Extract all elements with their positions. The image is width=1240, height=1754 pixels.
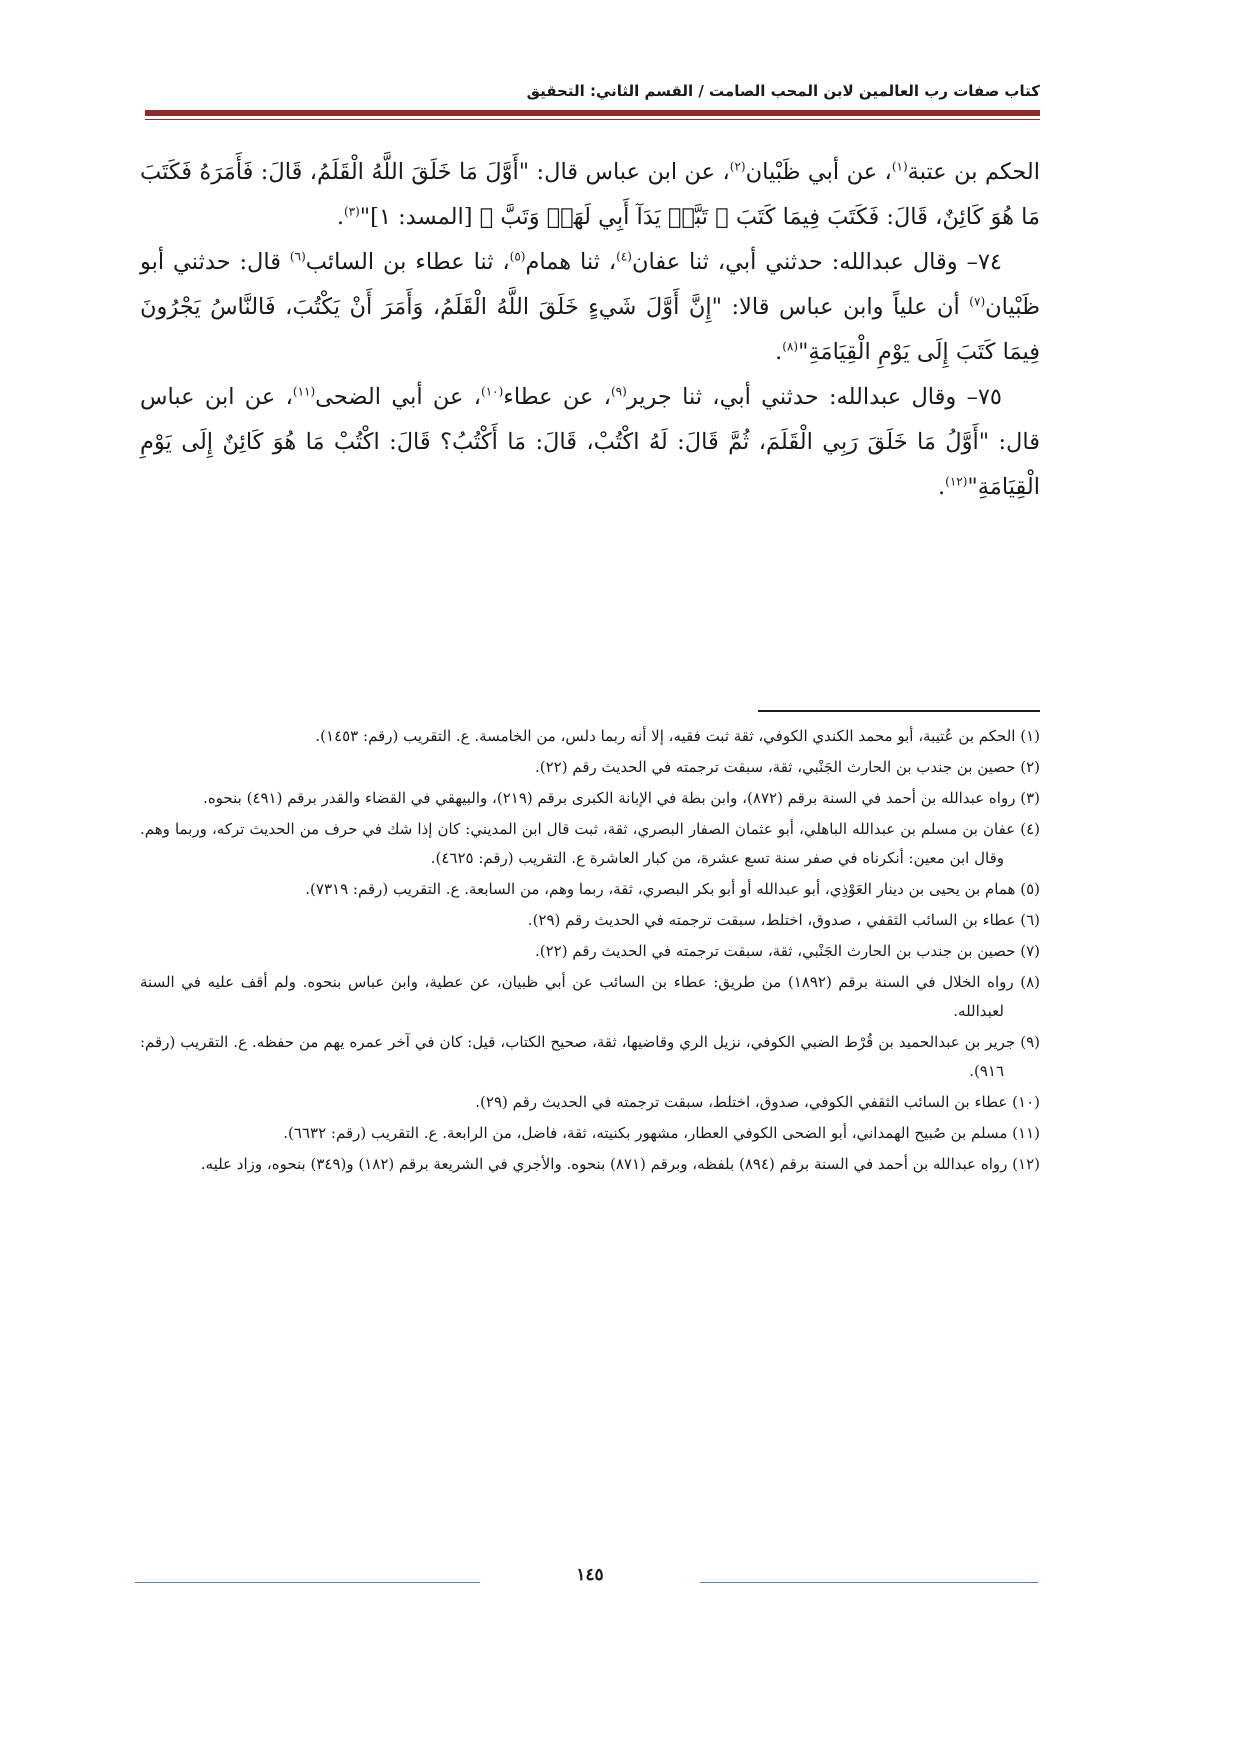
text-run: ، عن ابن عباس قال: "أَوَّلُ مَا خَلَقَ رَبِي الْقَلَمَ، ثُمَّ قَالَ: لَهُ اكْتُبْ، قَالَ: مَا أَكْتُبُ؟ قَالَ: اكْتُبْ مَا هُوَ كَائِنٌ إِلَى يَوْمِ الْقِيَامَةِ" [140, 384, 1040, 500]
footnotes [140, 722, 1040, 1181]
text-run: ، عن عطاء [503, 384, 611, 410]
footnote-9: (٩) جرير بن عبدالحميد بن قُرْط الضبي الكوفي، نزيل الري وقاضيها، ثقة، صحيح الكتاب، قيل: كان في آخر عمره يهم من حفظه. ع. التقريب (رقم: ٩١٦). [140, 1033, 1040, 1080]
footnote-reference: (٧) [969, 294, 986, 309]
text-run: الحكم بن عتبة [907, 159, 1040, 185]
footnote-4: (٤) عفان بن مسلم بن عبدالله الباهلي، أبو عثمان الصفار البصري، ثقة، ثبت قال ابن المديني: كان إذا شك في حرف من الحديث تركه، وربما وهم. وقال ابن معين: أنكرناه في صفر سنة تسع عشرة، من كبار العاشرة ع. التقريب (رقم: ٤٦٢٥). [140, 820, 1040, 867]
footnote-10: (١٠) عطاء بن السائب الثقفي الكوفي، صدوق، اختلط، سبقت ترجمته في الحديث رقم (٢٩). [475, 1093, 1040, 1111]
text-run: . [937, 474, 946, 500]
footnote-2: (٢) حصين بن جندب بن الحارث الجَنْبي، ثقة، سبقت ترجمته في الحديث رقم (٢٢). [534, 758, 1040, 776]
footnote-reference: (٥) [509, 249, 526, 264]
footnote-12: (١٢) رواه عبدالله بن أحمد في السنة برقم (٨٩٤) بلفظه، وبرقم (٨٧١) بنحوه. والأجري في الشريعة برقم (١٨٢) و(٣٤٩) بنحوه، وزاد عليه. [200, 1155, 1040, 1173]
header-rule-thick [145, 110, 1040, 116]
text-run: . [336, 204, 344, 230]
text-run: ، ثنا همام [525, 249, 617, 275]
footnote-reference: (٤) [616, 249, 632, 264]
main-text [140, 150, 1040, 510]
text-run: قال: حدثني أبو ظَبْيان [140, 249, 1040, 320]
footnote-reference: (١٠) [481, 384, 504, 399]
text-run: . [775, 339, 783, 365]
text-run: ، ثنا عطاء بن السائب [305, 249, 510, 275]
footnote-reference: (٨) [782, 339, 799, 354]
paragraph-hadith-75 [140, 375, 1040, 510]
footnote-3: (٣) رواه عبدالله بن أحمد في السنة برقم (٨٧٢)، وابن بطة في الإبانة الكبرى برقم (٢١٩)، والبيهقي في القضاء والقدر برقم (٤٩١) بنحوه. [203, 789, 1040, 807]
text-run: ٧٤– وقال عبدالله: حدثني أبي، ثنا عفان [631, 249, 1002, 275]
footnote-11: (١١) مسلم بن صُبيح الهمداني، أبو الضحى الكوفي العطار، مشهور بكنيته، ثقة، فاضل، من الرابعة. ع. التقريب (رقم: ٦٦٣٢). [283, 1124, 1040, 1142]
footnote-5: (٥) همام بن يحيى بن دينار العَوْذِي، أبو عبدالله أو أبو بكر البصري، ثقة، ربما وهم، من السابعة. ع. التقريب (رقم: ٧٣١٩). [305, 880, 1040, 898]
footnote-reference: (٦) [289, 249, 306, 264]
footnote-separator [758, 710, 1040, 712]
page-number: ١٤٥ [576, 1565, 604, 1585]
footer-rule-right [700, 1582, 1038, 1583]
running-header-title: كتاب صفات رب العالمين لابن المحب الصامت / القسم الثاني: التحقيق [526, 82, 1040, 100]
text-run: ، عن ابن عباس قال: "أَوَّلَ مَا خَلَقَ اللَّهُ الْقَلَمُ، قَالَ: فَأَمَرَهُ فَكَتَبَ مَا هُوَ كَائِنٌ، قَالَ: فَكَتَبَ فِيمَا كَتَبَ ﴿ تَبَّتۡ يَدَآ أَبِي لَهَبٖ وَتَبَّ ﴾ [المسد: ١]" [140, 159, 1040, 230]
footnote-8: (٨) رواه الخلال في السنة برقم (١٨٩٢) من طريق: عطاء بن السائب عن أبي ظبيان، عن عطية، وابن عباس بنحوه. ولم أقف عليه في السنة لعبدالله. [140, 973, 1041, 1020]
text-run: ٧٥– وقال عبدالله: حدثني أبي، ثنا جرير [626, 384, 1002, 410]
footnote-reference: (٩) [610, 384, 627, 399]
footnote-reference: (٣) [343, 204, 360, 219]
header-rule-thin [145, 119, 1040, 120]
footnote-6: (٦) عطاء بن السائب الثقفي ، صدوق، اختلط، سبقت ترجمته في الحديث رقم (٢٩). [527, 911, 1040, 929]
footnote-1: (١) الحكم بن عُتيبة، أبو محمد الكندي الكوفي، ثقة ثبت فقيه، إلا أنه ربما دلس، من الخامسة. ع. التقريب (رقم: ١٤٥٣). [315, 727, 1040, 745]
text-run: ، عن أبي ظَبْيان [745, 159, 892, 185]
text-run: ، عن أبي الضحى [315, 384, 481, 410]
text-run: أن علياً وابن عباس قالا: "إِنَّ أَوَّلَ شَيءٍ خَلَقَ اللَّهُ الْقَلَمُ، وَأَمَرَ أَنْ يَكْتُبَ، فَالنَّاسُ يَجْرُونَ فِيمَا كَتَبَ إِلَى يَوْمِ الْقِيَامَةِ" [140, 294, 1040, 365]
paragraph-hadith-74 [140, 240, 1040, 375]
footnote-reference: (١١) [292, 384, 316, 399]
footnote-reference: (١٢) [945, 474, 968, 489]
footnote-7: (٧) حصين بن جندب بن الحارث الجَنْبي، ثقة، سبقت ترجمته في الحديث رقم (٢٢). [534, 942, 1040, 960]
footnote-reference: (٢) [729, 159, 746, 174]
footnote-reference: (١) [891, 159, 908, 174]
paragraph-hadith-73-continuation [140, 150, 1040, 240]
footer-rule-left [135, 1582, 480, 1583]
